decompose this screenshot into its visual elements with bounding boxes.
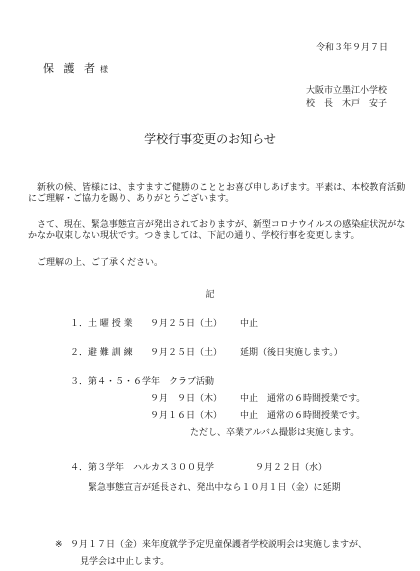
item-3-sub-2-date: ９月１６日（木） — [150, 411, 223, 421]
recipient-honorific: 様 — [100, 65, 108, 74]
item-4-note: 緊急事態宣言が延長され、発出中なら１０月１日（金）に延期 — [88, 483, 341, 493]
item-3-note: ただし、卒業アルバム撮影は実施します。 — [190, 428, 360, 438]
document-date: 令和３年９月７日 — [316, 43, 389, 53]
paragraph-greeting: 新秋の候、皆様には、ますますご健勝のこととお喜び申しあげます。平素は、本校教育活動にご理解・ご協力を賜り、ありがとうございます。 — [28, 183, 406, 204]
item-2-status: 延期（後日実施します。） — [240, 348, 343, 358]
ki-heading: 記 — [205, 290, 215, 300]
recipient — [43, 63, 108, 75]
item-2-number: ２． — [70, 348, 89, 358]
principal-name: 校 長 木戸 安子 — [306, 99, 388, 109]
item-2-date: ９月２５日（土） — [150, 348, 223, 358]
paragraph-situation: さて、現在、緊急事態宣言が発出されておりますが、新型コロナウイルスの感染症状況がなかなか収束しない現状です。つきましては、下記の通り、学校行事を変更します。 — [28, 220, 406, 241]
item-3-sub-1-status: 中止 通常の６時間授業です。 — [240, 394, 366, 404]
document-title: 学校行事変更のお知らせ — [144, 132, 276, 146]
item-1-status: 中止 — [240, 319, 259, 329]
paragraph-request: ご理解の上、ご了承ください。 — [37, 258, 164, 268]
item-3-number: ３． — [70, 377, 89, 387]
item-1-date: ９月２５日（土） — [150, 319, 223, 329]
item-3-name: 第４・５・６学年 クラブ活動 — [88, 377, 215, 387]
notice-line-1: ９月１７日（金）来年度就学予定児童保護者学校説明会は実施しますが、 — [70, 540, 368, 550]
school-name: 大阪市立墨江小学校 — [306, 86, 388, 96]
item-3-sub-1-date: ９月 ９日（木） — [150, 394, 223, 404]
notice-line-2: 見学会は中止します。 — [80, 557, 170, 567]
item-4-number: ４． — [70, 463, 89, 473]
item-2-name: 避 難 訓 練 — [88, 348, 133, 358]
item-3-sub-2-status: 中止 通常の６時間授業です。 — [240, 411, 366, 421]
item-4-name: 第３学年 ハルカス３００見学 — [88, 463, 215, 473]
item-1-name: 土 曜 授 業 — [88, 319, 133, 329]
item-4-date: ９月２２日（水） — [255, 463, 328, 473]
item-1-number: １． — [70, 319, 89, 329]
recipient-name: 保 護 者 — [43, 62, 98, 75]
notice-mark: ※ — [55, 540, 63, 550]
